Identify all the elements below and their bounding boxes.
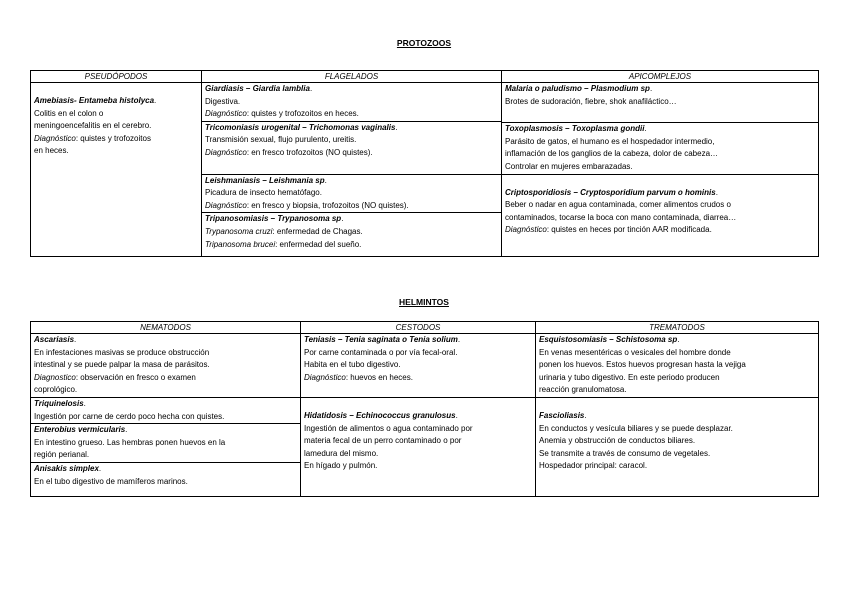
criptosporidiosis-heading: Criptosporidiosis – Cryptosporidium parvum o hominis [505,187,716,197]
tricomoniasis-line1: Transmisión sexual, flujo purulento, ureitis. [205,135,357,145]
ascariasis-cell: Ascariasis. En infestaciones masivas se produce obstrucción intestinal y se puede palpar la masa de parásitos. Diagnostico: observación en fresco o examen coprológico. [31,334,301,398]
hidatidosis-line3: lamedura del mismo. [304,448,379,458]
leishmaniasis-diag-label: Diagnóstico [205,200,247,210]
triquinelosis-heading: Triquinelosis [34,398,84,408]
apicomplejos-cell [502,83,819,257]
header-pseudopodos: PSEUDÓPODOS [31,71,202,83]
enterobius-line2: región perianal. [34,450,90,460]
anisakis-box: Anisakis simplex. En el tubo digestivo de mamíferos marinos. [31,463,300,488]
toxoplasmosis-line1: Parásito de gatos, el humano es el hospedador intermedio, [505,136,715,146]
malaria-box: Malaria o paludismo – Plasmodium sp. Brotes de sudoración, fiebre, shok anafiláctico… [502,83,818,123]
enterobius-heading: Enterobius vermicularis [34,425,126,435]
amebiasis-line1: Colitis en el colon o [34,108,104,118]
ascariasis-line2: intestinal y se puede palpar la masa de parásitos. [34,360,210,370]
amebiasis-line2: meningoencefalitis en el cerebro. [34,121,152,131]
triquinelosis-box: Triquinelosis. Ingestión por carne de cerdo poco hecha con quistes. [31,398,300,424]
leishmaniasis-box: Leishmaniasis – Leishmania sp. Picadura de insecto hematófago. Diagnóstico: en fresco y biopsia, trofozoitos (NO quistes). [202,175,501,214]
toxoplasmosis-heading: Toxoplasmosis – Toxoplasma gondii [505,124,645,134]
header-cestodos: CESTODOS [301,322,536,334]
giardiasis-heading: Giardiasis – Giardia lamblia [205,84,310,93]
ascariasis-line1: En infestaciones masivas se produce obstrucción [34,347,210,357]
anisakis-line1: En el tubo digestivo de mamíferos marinos. [34,476,188,486]
hidatidosis-cell: Hidatidosis – Echinococcus granulosus. Ingestión de alimentos o agua contaminado por materia fecal de un perro contaminado o por lamedura del mismo. En hígado y pulmón. [301,397,536,496]
header-nematodos: NEMATODOS [31,322,301,334]
tripanosomiasis-box: Tripanosomiasis – Trypanosoma sp. Trypanosoma cruzi: enfermedad de Chagas. Tripanosoma brucei: enfermedad del sueño. [205,214,363,249]
giardiasis-diag-label: Diagnóstico [205,109,247,119]
hidatidosis-line1: Ingestión de alimentos o agua contaminado por [304,423,473,433]
amebiasis-diag-label: Diagnóstico [34,133,76,143]
malaria-heading: Malaria o paludismo – Plasmodium sp [505,84,650,93]
leishmaniasis-line1: Picadura de insecto hematófago. [205,188,322,198]
giardiasis-diag-text: : quistes y trofozoitos en heces. [246,109,359,119]
teniasis-diag-text: : huevos en heces. [345,372,413,382]
fascioliasis-line4: Hospedador principal: caracol. [539,461,648,471]
enterobius-box: Enterobius vermicularis. En intestino grueso. Las hembras ponen huevos en la región perianal. [31,424,300,463]
criptosporidiosis-diag-label: Diagnóstico [505,225,547,235]
leishmaniasis-heading: Leishmaniasis – Leishmania sp [205,175,325,185]
teniasis-line1: Por carne contaminada o por vía fecal-oral. [304,347,458,357]
tricomoniasis-diag-label: Diagnóstico [205,147,247,157]
trypanosoma-cruzi-name: Trypanosoma cruzi [205,226,273,236]
nematodos-lower-cell [31,397,301,496]
fascioliasis-line1: En conductos y vesícula biliares y se puede desplazar. [539,423,733,433]
criptosporidiosis-line2: contaminados, tocarse la boca con mano contaminada, diarrea… [505,212,737,222]
amebiasis-diag-text: : quistes y trofozoitos [75,133,151,143]
teniasis-diag-label: Diagnóstico [304,372,346,382]
giardiasis-box: Giardiasis – Giardia lamblia. Digestiva. Diagnóstico: quistes y trofozoitos en heces. [202,83,501,122]
hidatidosis-line4: En hígado y pulmón. [304,461,378,471]
teniasis-line2: Habita en el tubo digestivo. [304,360,401,370]
header-apicomplejos: APICOMPLEJOS [502,71,819,83]
fascioliasis-line3: Se transmite a través de consumo de vegetales. [539,448,711,458]
pseudopodos-cell: Amebiasis- Entameba histolyca. Colitis en el colon o meningoencefalitis en el cerebro. Diagnóstico: quistes y trofozoitos en heces. [31,83,202,257]
tripanosoma-brucei-name: Tripanosoma brucei [205,239,276,249]
triquinelosis-line1: Ingestión por carne de cerdo poco hecha con quistes. [34,411,225,421]
fascioliasis-cell: Fascioliasis. En conductos y vesícula biliares y se puede desplazar. Anemia y obstrucción de conductos biliares. Se transmite a través de consumo de vegetales. Hospedador principal: caracol. [536,397,819,496]
helmintos-table [30,321,819,497]
header-flagelados: FLAGELADOS [202,71,502,83]
tricomoniasis-box: Tricomoniasis urogenital – Trichomonas vaginalis. Transmisión sexual, flujo purulento, ureitis. Diagnóstico: en fresco trofozoitos (NO quistes). [202,122,501,175]
esquistosomiasis-line4: reacción granulomatosa. [539,385,627,395]
fascioliasis-heading: Fascioliasis [539,410,585,420]
enterobius-line1: En intestino grueso. Las hembras ponen huevos en la [34,437,226,447]
fascioliasis-line2: Anemia y obstrucción de conductos biliares. [539,436,696,446]
teniasis-cell: Teniasis – Tenia saginata o Tenia solium. Por carne contaminada o por vía fecal-oral. Habita en el tubo digestivo. Diagnóstico: huevos en heces. [301,334,536,398]
flagelados-cell [202,83,502,257]
criptosporidiosis-diag-text: : quistes en heces por tinción AAR modificada. [546,225,712,235]
ascariasis-line4: coprológico. [34,385,78,395]
protozoos-table [30,70,819,257]
amebiasis-heading: Amebiasis- Entameba histolyca [34,96,155,105]
giardiasis-line1: Digestiva. [205,96,241,106]
toxoplasmosis-line2: inflamación de los ganglios de la cabeza, dolor de cabeza… [505,149,719,159]
ascariasis-heading: Ascariasis [34,335,75,344]
criptosporidiosis-line1: Beber o nadar en agua contaminada, comer alimentos crudos o [505,200,731,210]
header-trematodos: TREMATODOS [536,322,819,334]
esquistosomiasis-line1: En venas mesentéricas o vesicales del hombre donde [539,347,731,357]
malaria-line1: Brotes de sudoración, fiebre, shok anafiláctico… [505,96,677,106]
tricomoniasis-heading: Tricomoniasis urogenital – Trichomonas vaginalis [205,122,396,132]
esquistosomiasis-heading: Esquistosomiasis – Schistosoma sp [539,335,678,344]
helmintos-title: HELMINTOS [399,297,449,307]
anisakis-heading: Anisakis simplex [34,463,99,473]
esquistosomiasis-cell: Esquistosomiasis – Schistosoma sp. En venas mesentéricas o vesicales del hombre donde ponen los huevos. Estos huevos progresan hasta la vejiga urinaria y tubo digestivo. En este periodo producen reacción granulomatosa. [536,334,819,398]
trypanosoma-cruzi-text: : enfermedad de Chagas. [272,226,363,236]
tricomoniasis-diag-text: : en fresco trofozoitos (NO quistes). [246,147,373,157]
tripanosomiasis-heading: Tripanosomiasis – Trypanosoma sp [205,214,342,224]
amebiasis-line4: en heces. [34,146,69,156]
esquistosomiasis-line2: ponen los huevos. Estos huevos progresan hasta la vejiga [539,360,746,370]
hidatidosis-line2: materia fecal de un perro contaminado o por [304,436,462,446]
ascariasis-diag-label: Diagnostico [34,372,76,382]
criptosporidiosis-box: Criptosporidiosis – Cryptosporidium parvum o hominis. Beber o nadar en agua contaminada, comer alimentos crudos o contaminados, tocarse la boca con mano contaminada, diarrea… Diagnóstico: quistes en heces por tinción AAR modificada. [502,175,818,237]
toxoplasmosis-line3: Controlar en mujeres embarazadas. [505,161,633,171]
toxoplasmosis-box: Toxoplasmosis – Toxoplasma gondii. Parásito de gatos, el humano es el hospedador intermedio, inflamación de los ganglios de la cabeza, dolor de cabeza… Controlar en mujeres embarazadas. [502,123,818,174]
hidatidosis-heading: Hidatidosis – Echinococcus granulosus [304,410,456,420]
ascariasis-diag-text: : observación en fresco o examen [75,372,196,382]
esquistosomiasis-line3: urinaria y tubo digestivo. En este periodo producen [539,372,720,382]
tripanosoma-brucei-text: : enfermedad del sueño. [275,239,362,249]
protozoos-title: PROTOZOOS [396,38,452,48]
leishmaniasis-diag-text: : en fresco y biopsia, trofozoitos (NO quistes). [246,200,409,210]
teniasis-heading: Teniasis – Tenia saginata o Tenia solium [304,335,458,344]
